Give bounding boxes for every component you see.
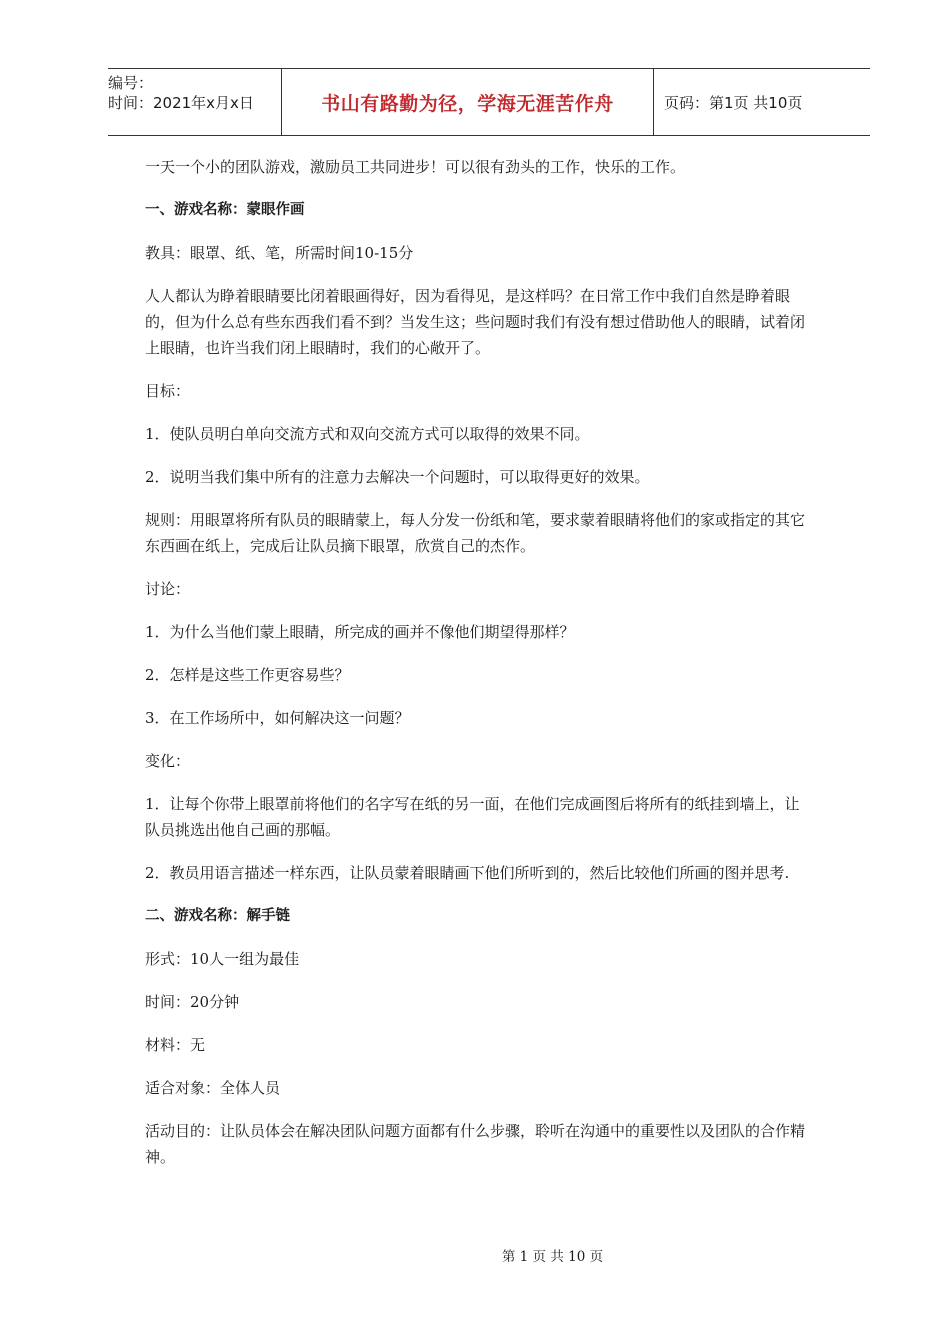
paragraph: 2．怎样是这些工作更容易些？ — [145, 666, 350, 684]
document-body — [145, 154, 807, 1187]
section-heading: 二、游戏名称：解手链 — [145, 908, 290, 924]
paragraph: 活动目的：让队员体会在解决团队问题方面都有什么步骤，聆听在沟通中的重要性以及团队的合作精神。 — [145, 1122, 806, 1166]
serial-label: 编号： — [108, 74, 154, 92]
paragraph: 形式：10人一组为最佳 — [145, 950, 300, 968]
time-label: 时间：2021年x月x日 — [108, 94, 254, 112]
paragraph: 人人都认为睁着眼睛要比闭着眼画得好，因为看得见，是这样吗？在日常工作中我们自然是睁着眼的，但为什么总有些东西我们看不到？当发生这；些问题时我们有没有想过借助他人的眼睛，试着闭上眼睛，也许当我们闭上眼睛时，我们的心敞开了。 — [145, 287, 806, 357]
paragraph: 变化： — [145, 752, 191, 770]
paragraph: 3．在工作场所中，如何解决这一问题？ — [145, 709, 410, 727]
paragraph: 教具：眼罩、纸、笔，所需时间10-15分 — [145, 244, 414, 262]
paragraph: 材料：无 — [145, 1036, 206, 1054]
header-left-cell — [108, 69, 282, 135]
header-page-cell — [654, 69, 870, 135]
paragraph: 适合对象：全体人员 — [145, 1079, 281, 1097]
paragraph: 1．为什么当他们蒙上眼睛，所完成的画并不像他们期望得那样？ — [145, 623, 575, 641]
paragraph: 2．教员用语言描述一样东西，让队员蒙着眼睛画下他们所听到的，然后比较他们所画的图并思考. — [145, 864, 790, 882]
paragraph: 1．让每个你带上眼罩前将他们的名字写在纸的另一面，在他们完成画图后将所有的纸挂到墙上，让队员挑选出他自己画的那幅。 — [145, 795, 800, 839]
footer-page-number: 第 1 页 共 10 页 — [501, 1249, 604, 1265]
paragraph: 讨论： — [145, 580, 191, 598]
page-footer — [0, 1245, 950, 1265]
page-header — [108, 68, 870, 136]
paragraph: 目标： — [145, 382, 191, 400]
paragraph: 1．使队员明白单向交流方式和双向交流方式可以取得的效果不同。 — [145, 425, 590, 443]
paragraph: 时间：20分钟 — [145, 993, 240, 1011]
paragraph: 规则：用眼罩将所有队员的眼睛蒙上，每人分发一份纸和笔，要求蒙着眼睛将他们的家或指定的其它东西画在纸上，完成后让队员摘下眼罩，欣赏自己的杰作。 — [145, 511, 806, 555]
header-page-info: 页码：第1页 共10页 — [664, 93, 803, 112]
paragraph: 2．说明当我们集中所有的注意力去解决一个问题时，可以取得更好的效果。 — [145, 468, 650, 486]
header-motto: 书山有路勤为径，学海无涯苦作舟 — [321, 92, 614, 115]
section-heading: 一、游戏名称：蒙眼作画 — [145, 202, 305, 218]
paragraph: 一天一个小的团队游戏，激励员工共同进步！可以很有劲头的工作，快乐的工作。 — [145, 158, 686, 176]
header-motto-cell — [282, 69, 654, 135]
